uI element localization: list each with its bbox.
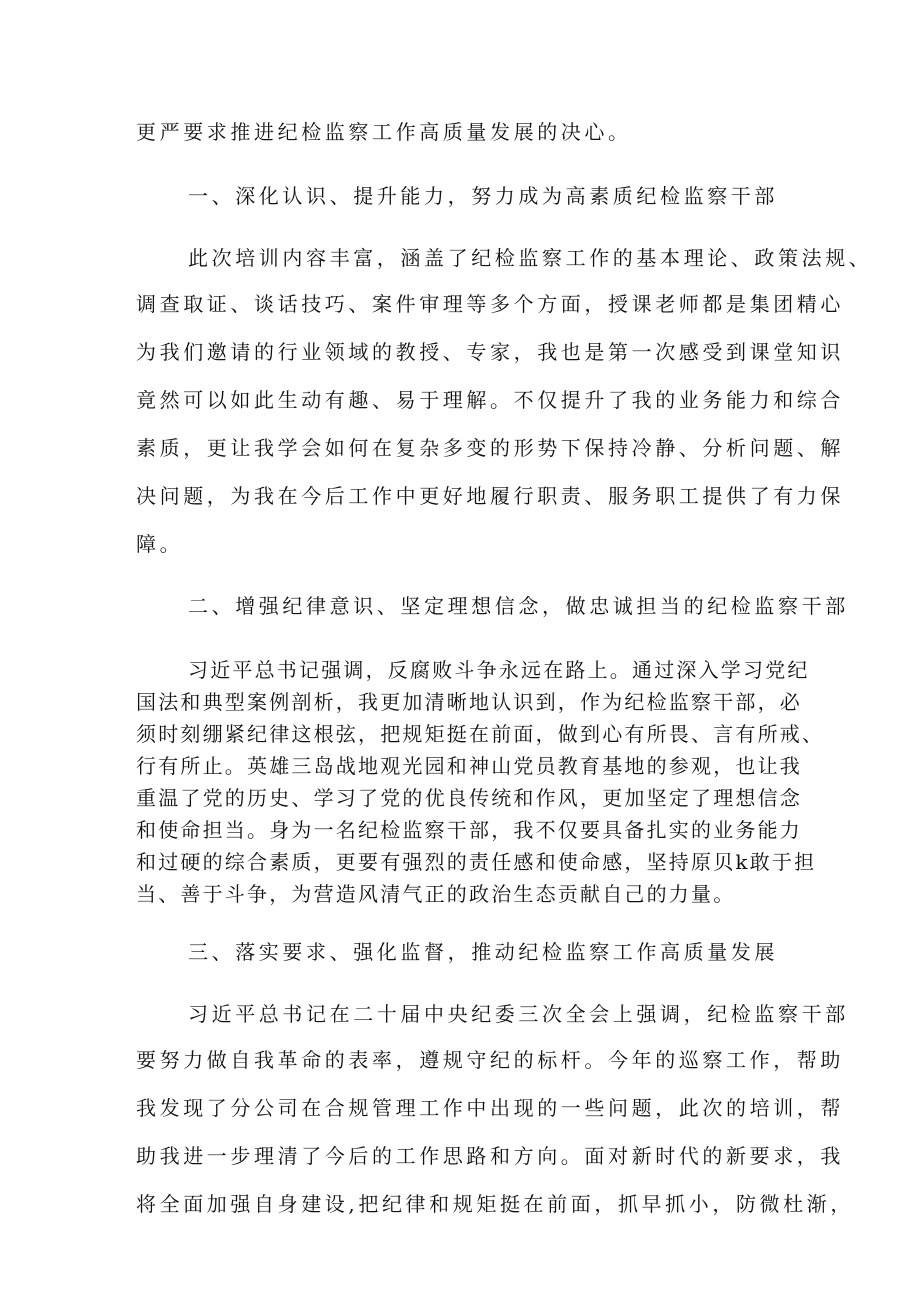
section-heading: 一、深化认识、提升能力，努力成为高素质纪检监察干部 xyxy=(188,184,778,208)
text-line: 当、善于斗争，为营造风清气正的政治生态贡献自己的力量。 xyxy=(136,882,736,906)
text-line: 行有所止。英雄三岛战地观光园和神山党员教育基地的参观，也让我 xyxy=(136,754,802,778)
text-line: 为我们邀请的行业领域的教授、专家，我也是第一次感受到课堂知识 xyxy=(136,340,844,364)
text-line: 须时刻绷紧纪律这根弦，把规矩挺在前面，做到心有所畏、言有所戒、 xyxy=(136,722,825,746)
text-line: 竟然可以如此生动有趣、易于理解。不仅提升了我的业务能力和综合 xyxy=(136,388,844,412)
text-line: 更严要求推进纪检监察工作高质量发展的决心。 xyxy=(136,120,632,144)
text-line: 调查取证、谈话技巧、案件审理等多个方面，授课老师都是集团精心 xyxy=(136,292,844,316)
text-line: 习近平总书记在二十届中央纪委三次全会上强调，纪检监察干部 xyxy=(188,1002,849,1026)
text-line: 习近平总书记强调，反腐败斗争永远在路上。通过深入学习党纪 xyxy=(188,658,810,682)
text-line: 和过硬的综合素质，更要有强烈的责任感和使命感，坚持原贝k敢于担 xyxy=(136,850,817,874)
text-line: 助我进一步理清了今后的工作思路和方向。面对新时代的新要求，我 xyxy=(136,1144,844,1168)
section-heading: 二、增强纪律意识、坚定理想信念，做忠诚担当的纪检监察干部 xyxy=(188,594,849,618)
text-line: 和使命担当。身为一名纪检监察干部，我不仅要具备扎实的业务能力 xyxy=(136,818,802,842)
text-line: 我发现了分公司在合规管理工作中出现的一些问题，此次的培训，帮 xyxy=(136,1096,844,1120)
text-line: 将全面加强自身建设,把纪律和规矩挺在前面，抓早抓小，防微杜渐， xyxy=(136,1192,854,1216)
text-line: 国法和典型案例剖析，我更加清晰地认识到，作为纪检监察干部，必 xyxy=(136,690,802,714)
text-line: 障。 xyxy=(136,532,184,556)
text-line: 重温了党的历史、学习了党的优良传统和作风，更加坚定了理想信念 xyxy=(136,786,802,810)
section-heading: 三、落实要求、强化监督，推动纪检监察工作高质量发展 xyxy=(188,940,778,964)
text-line: 素质，更让我学会如何在复杂多变的形势下保持冷静、分析问题、解 xyxy=(136,436,844,460)
text-line: 要努力做自我革命的表率，遵规守纪的标杆。今年的巡察工作，帮助 xyxy=(136,1048,844,1072)
text-line: 此次培训内容丰富，涵盖了纪检监察工作的基本理论、政策法规、 xyxy=(188,246,873,270)
text-line: 决问题，为我在今后工作中更好地履行职责、服务职工提供了有力保 xyxy=(136,484,844,508)
